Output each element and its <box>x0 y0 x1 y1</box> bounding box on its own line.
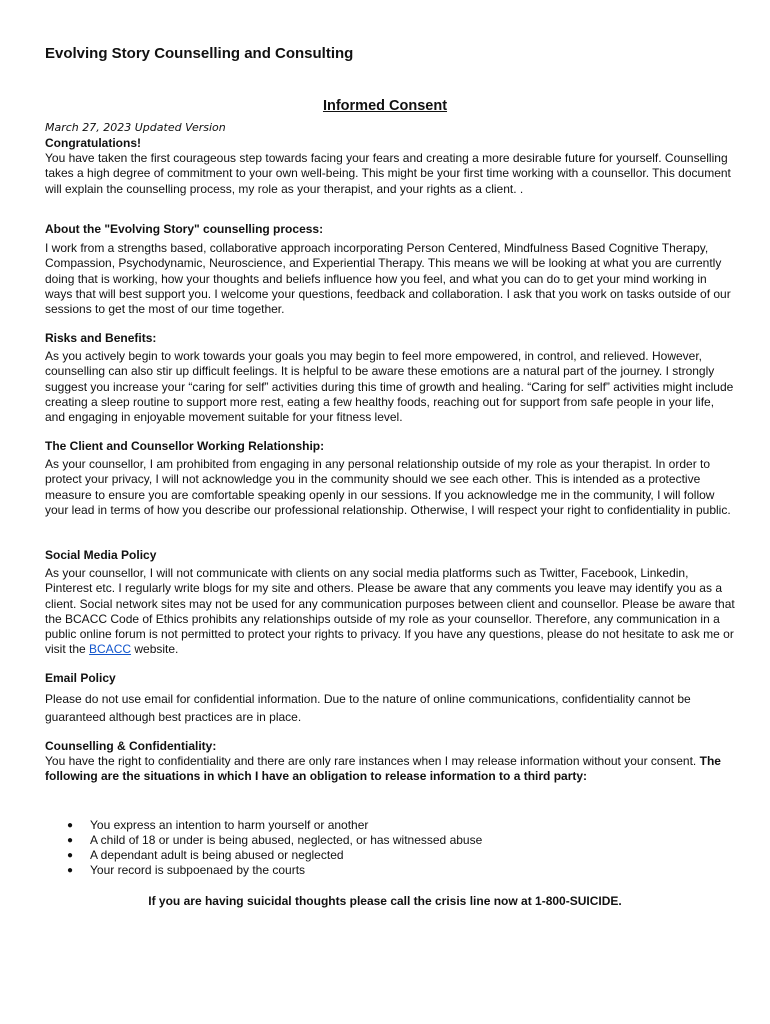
list-item: ● Your record is subpoenaed by the courts <box>67 863 306 877</box>
social-media-body <box>45 566 735 657</box>
crisis-line-notice: If you are having suicidal thoughts please call the crisis line now at 1-800-SUICIDE. <box>148 894 622 908</box>
bcacc-link[interactable]: BCACC <box>89 642 132 657</box>
confidentiality-bold-text: The following are the situations in which I have an obligation to release information to a third party: <box>45 754 721 784</box>
relationship-heading: The Client and Counsellor Working Relationship: <box>45 439 325 453</box>
social-media-tail: website. <box>131 642 179 657</box>
risks-heading: Risks and Benefits: <box>45 331 157 345</box>
list-item: ● A dependant adult is being abused or neglected <box>67 848 344 862</box>
risks-body: As you actively begin to work towards your goals you may begin to feel more empowered, in control, and relieved. However, counselling can also stir up difficult feelings. It is helpful to be aware these emotions are a natural part of the journey. I strongly suggest you increase your “caring for self” activities during this time of growth and healing. “Caring for self” activities might include creating a sleep routine to support more rest, eating a few healthy foods, reaching out for support from safe people in your life, and engaging in enjoyable movement suitable for your fitness level. <box>45 349 734 425</box>
confidentiality-body <box>45 754 735 784</box>
social-media-section <box>45 548 735 657</box>
about-heading: About the "Evolving Story" counselling process: <box>45 222 324 236</box>
email-body: Please do not use email for confidential information. Due to the nature of online communications, confidentiality cannot be guaranteed although best practices are in place. <box>45 692 691 725</box>
version-date: March 27, 2023 Updated Version <box>45 121 226 134</box>
intro-heading: Congratulations! <box>45 136 141 150</box>
relationship-body: As your counsellor, I am prohibited from engaging in any personal relationship outside of my role as your therapist. In order to protect your privacy, I will not acknowledge you in the community should we see each other. This is intended as a protective measure to ensure you are comfortable speaking openly in our sessions. If you acknowledge me in the community, I will follow your lead in terms of how you describe our professional relationship. Otherwise, I will respect your right to confidentiality in public. <box>45 457 731 517</box>
intro-body: You have taken the first courageous step towards facing your fears and creating a more desirable future for yourself. Counselling takes a high degree of commitment to your own well-being. This might be your first time working with a counsellor. This document will explain the counselling process, my role as your therapist, and your rights as a client. . <box>45 151 731 196</box>
confidentiality-section <box>45 739 735 785</box>
bullet-icon: ● <box>67 865 74 876</box>
social-media-text: As your counsellor, I will not communicate with clients on any social media platforms such as Twitter, Facebook, Linkedin, Pinterest etc. I regularly write blogs for my site and others. Please be aware that any comments you leave may identify you as a client. Social network sites may not be used for any communication purposes between client and counsellor. Please be aware that the BCACC Code of Ethics prohibits any relationships outside of my role as your counsellor. Therefore, any communication in a public online forum is not permitted to protect your rights to privacy. If you have any questions, please do not hesitate to ask me or visit the <box>45 566 735 657</box>
about-body: I work from a strengths based, collaborative approach incorporating Person Centered, Mindfulness Based Cognitive Therapy, Compassion, Psychodynamic, Neuroscience, and Experiential Therapy. This means we will be looking at what you are currently doing that is working, how your thoughts and beliefs influence how you feel, and what you can do to get your mind working in ways that will best support you. I welcome your questions, feedback and collaboration. I ask that you work on tasks outside of our sessions to get the most of our time together. <box>45 241 731 317</box>
organization-name: Evolving Story Counselling and Consulting <box>45 45 354 62</box>
confidentiality-heading: Counselling & Confidentiality: <box>45 739 217 753</box>
bullet-icon: ● <box>67 850 74 861</box>
about-section <box>45 222 735 317</box>
social-media-heading: Social Media Policy <box>45 548 157 562</box>
email-section <box>45 671 735 726</box>
situations-list <box>45 818 482 878</box>
intro-section <box>45 136 735 197</box>
bullet-icon: ● <box>67 820 74 831</box>
confidentiality-text: You have the right to confidentiality and there are only rare instances when I may release information without your consent. <box>45 754 700 769</box>
risks-section <box>45 331 735 425</box>
relationship-section <box>45 439 735 518</box>
bullet-icon: ● <box>67 835 74 846</box>
email-heading: Email Policy <box>45 671 116 685</box>
list-item: ● A child of 18 or under is being abused, neglected, or has witnessed abuse <box>67 833 483 847</box>
document-title: Informed Consent <box>322 98 448 114</box>
list-item: ● You express an intention to harm yourself or another <box>67 818 369 832</box>
